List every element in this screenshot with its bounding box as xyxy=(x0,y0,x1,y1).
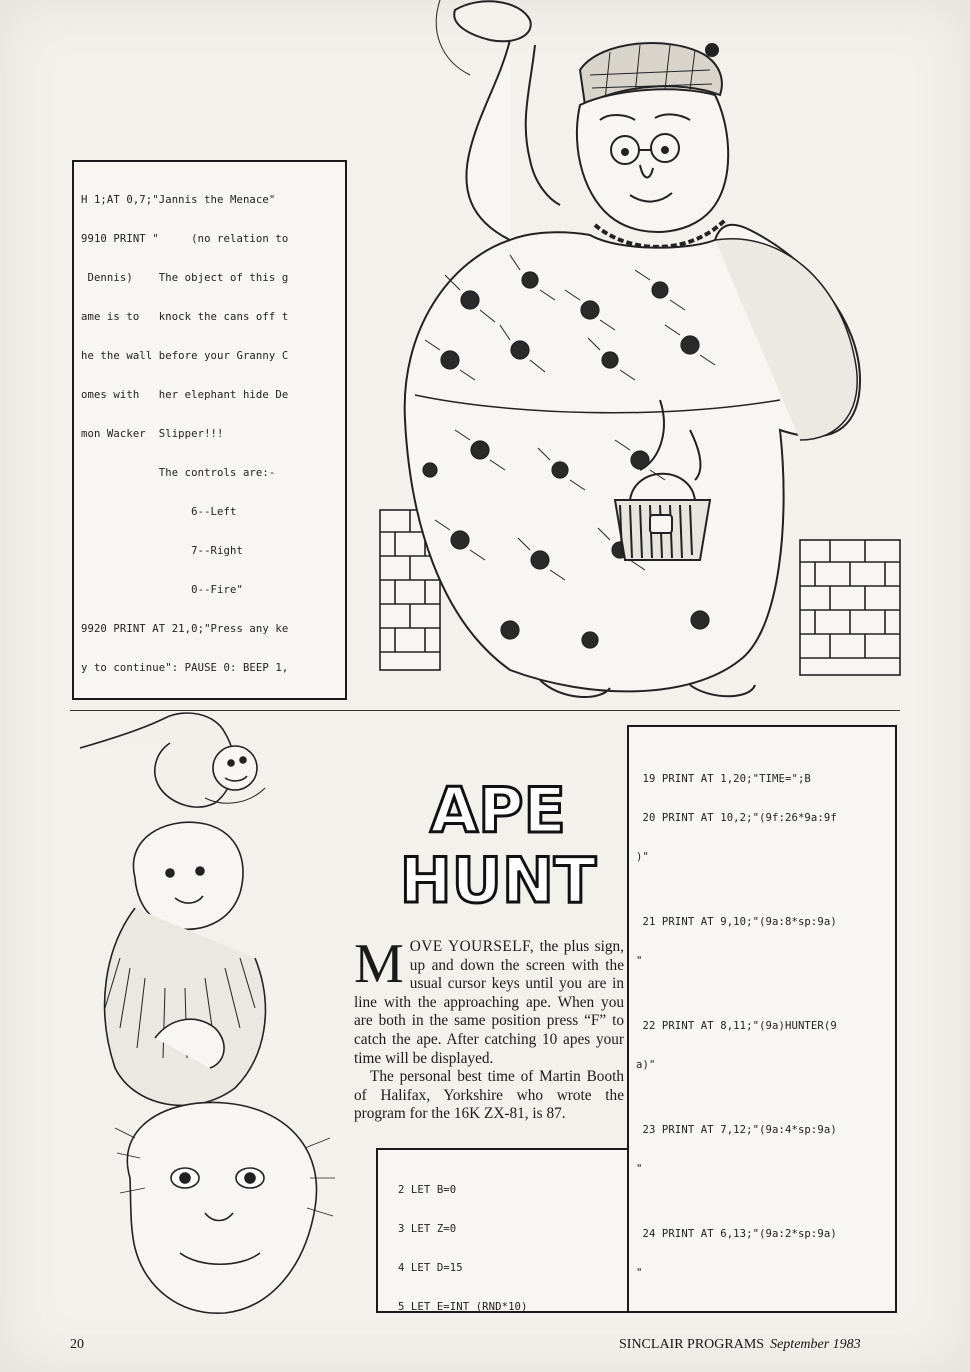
drop-cap: M xyxy=(354,933,404,995)
apes-illustration xyxy=(75,708,355,1363)
code-line: a)" xyxy=(636,1059,656,1071)
code-line: The controls are:- xyxy=(81,467,276,479)
code-line: " xyxy=(636,955,643,967)
code-line: 6--Left xyxy=(81,506,237,518)
code-line: omes with her elephant hide De xyxy=(81,389,289,401)
code-line: 21 PRINT AT 9,10;"(9a:8*sp:9a) xyxy=(636,916,837,928)
code-line: ame is to knock the cans off t xyxy=(81,311,289,323)
page-number: 20 xyxy=(70,1337,84,1352)
article-paragraph-2: The personal best time of Martin Booth of Halifax, Yorkshire who wrote the program for the 16K ZX-81, is 87. xyxy=(354,1068,624,1123)
title-line-2: HUNT xyxy=(399,844,597,917)
code-line: Dennis) The object of this g xyxy=(81,272,289,284)
code-line: 0--Fire" xyxy=(81,584,243,596)
article-paragraph-1 xyxy=(354,933,624,1068)
code-line: )" xyxy=(636,851,649,863)
code-line: 9920 PRINT AT 21,0;"Press any ke xyxy=(81,623,289,635)
code-line: y to continue": PAUSE 0: BEEP 1, xyxy=(81,662,289,674)
listing-top-program xyxy=(72,160,347,700)
code-line: 5 LET E=INT (RND*10) xyxy=(385,1301,528,1313)
code-line: he the wall before your Granny C xyxy=(81,350,289,362)
title-line-1: APE xyxy=(430,774,566,847)
article-body xyxy=(354,933,624,1124)
listing-right-program xyxy=(627,725,897,1313)
magazine-name: SINCLAIR PROGRAMS xyxy=(619,1337,765,1352)
code-line: 20 PRINT AT 10,2;"(9f:26*9a:9f xyxy=(636,812,837,824)
granny-illustration xyxy=(360,0,920,712)
title-ape-hunt xyxy=(380,770,620,920)
code-line: 2 LET B=0 xyxy=(385,1184,457,1196)
code-line: " xyxy=(636,1267,643,1279)
issue-date: September 1983 xyxy=(770,1337,861,1352)
code-line: 22 PRINT AT 8,11;"(9a)HUNTER(9 xyxy=(636,1020,837,1032)
code-line: 9910 PRINT " (no relation to xyxy=(81,233,289,245)
code-line: H 1;AT 0,7;"Jannis the Menace" xyxy=(81,194,276,206)
code-line: 4 LET D=15 xyxy=(385,1262,463,1274)
code-line: 23 PRINT AT 7,12;"(9a:4*sp:9a) xyxy=(636,1124,837,1136)
code-line: " xyxy=(636,1163,643,1175)
code-line: 3 LET Z=0 xyxy=(385,1223,457,1235)
magazine-footer xyxy=(619,1337,861,1353)
code-line: 7--Right xyxy=(81,545,243,557)
code-line: 19 PRINT AT 1,20;"TIME=";B xyxy=(636,773,811,785)
lead-caps: OVE YOURSELF, xyxy=(409,938,535,955)
code-line: mon Wacker Slipper!!! xyxy=(81,428,224,440)
paragraph-1-text: the plus sign, up and down the screen with the usual cursor keys until you are in line with the approaching ape. When you are both in the same position press “F” to catch the ape. After catching 10 apes your time will be displayed. xyxy=(354,938,624,1067)
code-line: 24 PRINT AT 6,13;"(9a:2*sp:9a) xyxy=(636,1228,837,1240)
listing-bottom-program xyxy=(376,1148,629,1313)
